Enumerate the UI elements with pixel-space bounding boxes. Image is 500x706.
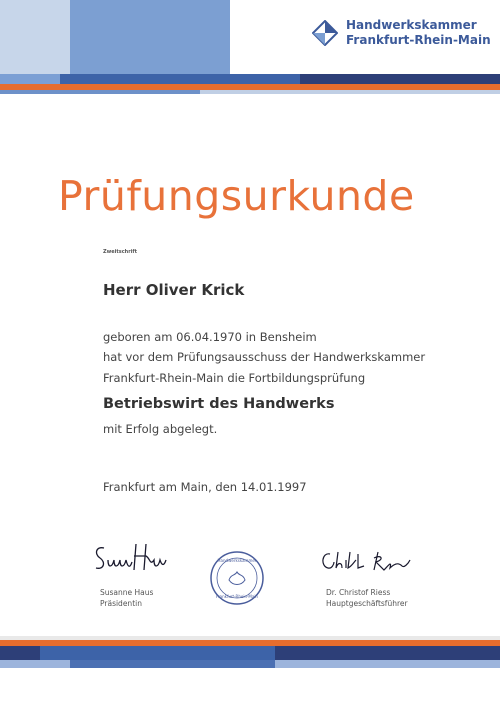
signatory-left-role: Präsidentin [100,599,142,608]
signature-right [318,548,418,578]
official-seal-icon [209,550,265,606]
org-line-1: Handwerkskammer [346,18,477,32]
result-line: mit Erfolg abgelegt. [103,422,218,436]
signature-left [90,540,170,580]
footer-stripe-dark-blue [0,646,500,660]
signatory-right [326,587,408,609]
signatory-right-name: Dr. Christof Riess [326,588,391,597]
seal-text-bottom: Frankfurt-Rhein-Main [216,594,258,599]
seal-text-top: Handwerkskammer [217,558,257,563]
header-stripe-blue [0,74,500,84]
certificate-title: Prüfungsurkunde [58,172,415,220]
header-band-blue [70,0,230,74]
signatory-right-role: Hauptgeschäftsführer [326,599,408,608]
org-line-2: Frankfurt-Rhein-Main [346,33,491,47]
header-band-light [0,0,70,74]
place-date: Frankfurt am Main, den 14.01.1997 [103,480,307,494]
footer-stripe-light-blue [0,660,500,668]
copy-note: Zweitschrift [103,249,137,255]
recipient-name: Herr Oliver Krick [103,281,245,299]
handwerkskammer-logo-icon [312,20,338,46]
header-stripe-light [0,90,500,94]
exam-line-2: Frankfurt-Rhein-Main die Fortbildungsprüfung [103,371,366,385]
footer-margin [0,668,500,706]
signatory-left [100,587,153,609]
organization-name [346,18,491,48]
qualification-title: Betriebswirt des Handwerks [103,396,335,412]
signatory-left-name: Susanne Haus [100,588,154,597]
exam-line-1: hat vor dem Prüfungsausschuss der Handwerkskammer [103,350,426,364]
birth-line: geboren am 06.04.1970 in Bensheim [103,330,317,344]
